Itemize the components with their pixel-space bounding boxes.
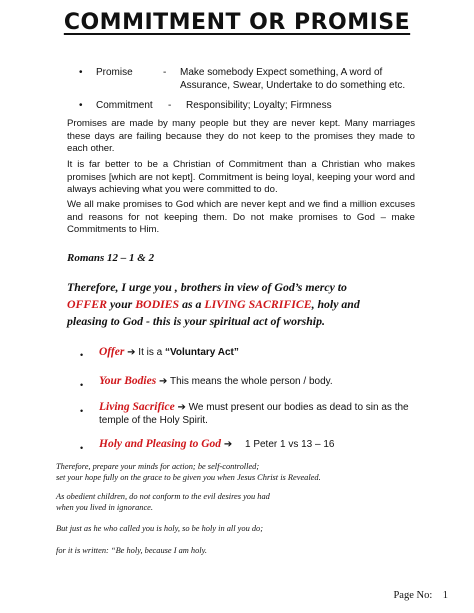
scripture-line: Therefore, prepare your minds for action; be self-controlled; bbox=[56, 462, 260, 471]
point-key: Holy and Pleasing to God bbox=[99, 438, 222, 450]
page-title: COMMITMENT OR PROMISE bbox=[63, 10, 411, 35]
scripture-line: But just as he who called you is holy, so be holy in all you do; bbox=[56, 524, 264, 533]
page-number-value: 1 bbox=[442, 590, 448, 601]
bullet-icon: • bbox=[80, 380, 84, 390]
scripture-line: As obedient children, do not conform to the evil desires you had bbox=[56, 492, 270, 501]
paragraph: We all make promises to God which are never kept and we find a million excuses and reasons for not keeping them. Do not make promises to God – make Commitments to Him. bbox=[67, 199, 415, 236]
point-text: We must present our bodies as dead to sin as the bbox=[188, 402, 409, 413]
point-text-bold: “Voluntary Act” bbox=[164, 347, 239, 358]
definition-dash: - bbox=[168, 100, 172, 111]
page-number bbox=[393, 590, 448, 601]
scripture-reference: Romans 12 – 1 & 2 bbox=[67, 252, 155, 264]
verse-line-1: Therefore, I urge you , brothers in view of God’s mercy to bbox=[67, 280, 347, 294]
scripture-line: for it is written: “Be holy, because I am holy. bbox=[56, 546, 207, 555]
point-your-bodies bbox=[99, 375, 333, 387]
definition-dash: - bbox=[163, 67, 167, 78]
verse-text: , holy and bbox=[311, 297, 360, 311]
verse-offer: OFFER bbox=[67, 297, 107, 311]
point-key: Living Sacrifice bbox=[99, 401, 175, 413]
point-text: 1 Peter 1 vs 13 – 16 bbox=[244, 439, 335, 450]
point-offer bbox=[99, 346, 239, 358]
bullet-icon: • bbox=[79, 100, 83, 111]
point-text: It is a bbox=[138, 347, 165, 358]
arrow-right-icon: ➔ bbox=[127, 347, 136, 358]
bullet-icon: • bbox=[80, 406, 84, 416]
verse-line-3: pleasing to God - this is your spiritual act of worship. bbox=[67, 314, 325, 328]
arrow-right-icon: ➔ bbox=[158, 376, 168, 387]
verse-text: as a bbox=[179, 297, 205, 311]
scripture-line: set your hope fully on the grace to be given you when Jesus Christ is Revealed. bbox=[56, 473, 321, 482]
page-number-label: Page No: bbox=[393, 590, 433, 601]
arrow-right-icon: ➔ bbox=[177, 402, 186, 413]
point-text-line2: temple of the Holy Spirit. bbox=[99, 415, 208, 426]
definition-text-line2: Assurance, Swear, Undertake to do something etc. bbox=[180, 80, 406, 91]
point-key: Your Bodies bbox=[99, 375, 157, 387]
verse-bodies: BODIES bbox=[135, 297, 180, 311]
point-key: Offer bbox=[99, 346, 125, 358]
bullet-icon: • bbox=[80, 350, 84, 360]
definition-text: Make somebody Expect something, A word of bbox=[180, 67, 383, 78]
point-living-sacrifice bbox=[99, 401, 409, 413]
verse-text: your bbox=[107, 297, 136, 311]
definition-text: Responsibility; Loyalty; Firmness bbox=[186, 100, 332, 111]
definition-term: Promise bbox=[96, 67, 133, 78]
definition-term: Commitment bbox=[96, 100, 153, 111]
verse-line-2 bbox=[67, 296, 417, 312]
bullet-icon: • bbox=[79, 67, 83, 78]
paragraph: Promises are made by many people but they are never kept. Many marriages these days are failing because they do not keep to the promises they made to each other. bbox=[67, 118, 415, 155]
point-holy-pleasing bbox=[99, 438, 335, 450]
arrow-right-icon: ➔ bbox=[223, 439, 233, 450]
verse-living-sacrifice: LIVING SACRIFICE bbox=[204, 297, 312, 311]
paragraph: It is far better to be a Christian of Commitment than a Christian who makes promises [which are not kept]. Commitment is being loyal, keeping your word and always achieving what you were committed to do. bbox=[67, 159, 415, 196]
bullet-icon: • bbox=[80, 443, 84, 453]
scripture-line: when you lived in ignorance. bbox=[56, 503, 153, 512]
point-text: This means the whole person / body. bbox=[169, 376, 333, 387]
